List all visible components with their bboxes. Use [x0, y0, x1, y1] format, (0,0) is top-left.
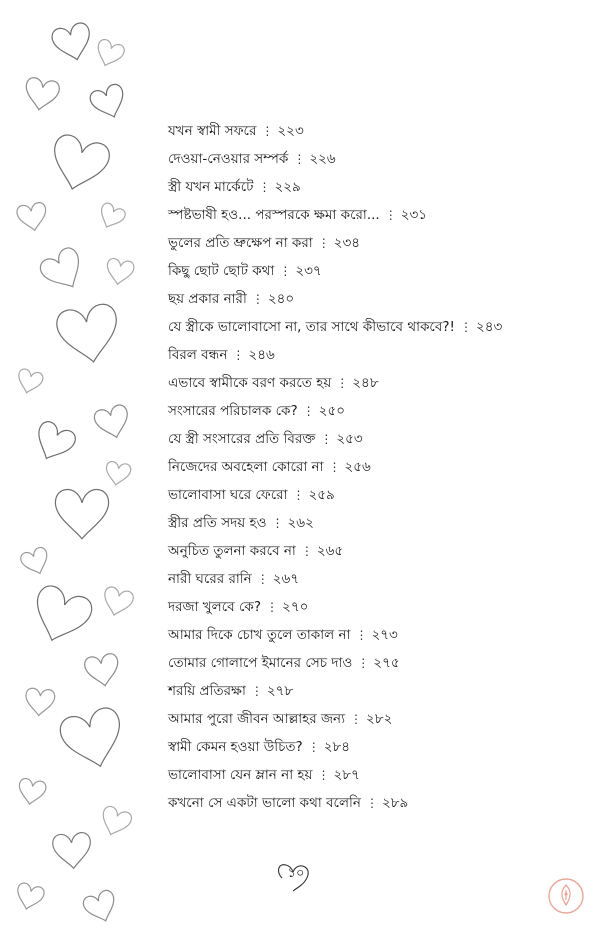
outline-heart-icon: [13, 882, 45, 913]
toc-entry-title: ভালোবাসা যেন ম্লান না হয়: [168, 767, 313, 783]
toc-entry: [168, 425, 588, 453]
outline-heart-icon: [29, 419, 78, 467]
toc-separator: ⋮: [271, 516, 283, 530]
toc-entry: [168, 201, 588, 229]
outline-heart-icon: [104, 258, 134, 287]
outline-heart-icon: [16, 202, 49, 233]
outline-heart-icon: [81, 888, 120, 926]
outline-heart-icon: [88, 82, 130, 122]
toc-entry-page: ২৮৯: [381, 795, 409, 811]
toc-entry-title: ভুলের প্রতি ভ্রুক্ষেপ না করা: [168, 235, 313, 251]
toc-entry: [168, 537, 588, 565]
toc-entry: [168, 761, 588, 789]
toc-entry-page: ২৮৪: [323, 739, 351, 755]
toc-entry-page: ২৮২: [366, 711, 393, 727]
toc-entry: [168, 369, 588, 397]
toc-separator: ⋮: [292, 488, 304, 502]
outline-heart-icon: [52, 832, 93, 870]
toc-entry: [168, 229, 588, 257]
outline-heart-icon: [37, 245, 90, 297]
toc-entry: [168, 453, 588, 481]
toc-entry-page: ২৫৩: [336, 431, 363, 447]
toc-separator: ⋮: [232, 348, 244, 362]
toc-entry-page: ২৪৩: [475, 319, 503, 335]
toc-separator: ⋮: [261, 124, 273, 138]
toc-separator: ⋮: [317, 768, 329, 782]
toc-entry-title: যে স্ত্রীকে ভালোবাসো না, তার সাথে কীভাবে থাকবে?!: [168, 319, 455, 335]
toc-entry: [168, 285, 588, 313]
toc-entry-page: ২৬২: [287, 515, 314, 531]
outline-heart-icon: [57, 705, 129, 774]
toc-entry-page: ২৭৫: [373, 655, 400, 671]
toc-entry-title: দরজা খুলবে কে?: [168, 599, 262, 615]
outline-heart-icon: [55, 302, 123, 367]
toc-entry-title: স্পষ্টভাষী হও... পরস্পরকে ক্ষমা করো...: [168, 207, 380, 223]
page-number-ornament: [272, 858, 320, 894]
page-number: ১০: [287, 866, 305, 881]
pen-nib-watermark-icon: [546, 876, 586, 916]
toc-entry: [168, 397, 588, 425]
outline-heart-icon: [46, 132, 113, 196]
toc-entry: [168, 705, 588, 733]
toc-entry-page: ২২৩: [277, 123, 304, 139]
toc-entry-page: ২৫৯: [308, 487, 335, 503]
heart-border-decoration: [0, 0, 150, 937]
toc-separator: ⋮: [350, 712, 362, 726]
toc-separator: ⋮: [256, 572, 268, 586]
toc-separator: ⋮: [279, 264, 291, 278]
toc-entry: [168, 481, 588, 509]
toc-separator: ⋮: [250, 684, 262, 698]
toc-entry: [168, 145, 588, 173]
toc-entry-title: আমার দিকে চোখ তুলে তাকাল না: [168, 627, 351, 643]
toc-entry: [168, 509, 588, 537]
toc-entry-page: ২৩৭: [295, 263, 322, 279]
toc-entry-page: ২৬৫: [316, 543, 344, 559]
toc-separator: ⋮: [355, 628, 367, 642]
toc-entry: [168, 649, 588, 677]
toc-separator: ⋮: [320, 432, 332, 446]
outline-heart-icon: [55, 490, 108, 539]
toc-entry: [168, 257, 588, 285]
toc-entry-page: ২৭৩: [371, 627, 398, 643]
toc-entry-page: ২৫৬: [344, 459, 371, 475]
outline-heart-icon: [24, 688, 55, 717]
toc-separator: ⋮: [258, 180, 270, 194]
toc-entry-title: অনুচিত তুলনা করবে না: [168, 543, 296, 559]
toc-entry-page: ২২৬: [309, 151, 336, 167]
toc-entry: [168, 593, 588, 621]
toc-entry: [168, 677, 588, 705]
toc-entry-title: যখন স্বামী সফরে: [168, 123, 257, 139]
toc-entry-title: দেওয়া-নেওয়ার সম্পর্ক: [168, 151, 289, 167]
toc-entry: [168, 117, 588, 145]
toc-separator: ⋮: [251, 292, 263, 306]
toc-entry-page: ২৪৬: [248, 347, 275, 363]
toc-entry: [168, 341, 588, 369]
toc-entry-title: বিরল বন্ধন: [168, 347, 228, 363]
toc-entry-title: এভাবে স্বামীকে বরণ করতে হয়: [168, 375, 332, 391]
toc-entry: [168, 789, 588, 817]
outline-heart-icon: [26, 583, 96, 650]
toc-entry: [168, 173, 588, 201]
outline-heart-icon: [16, 778, 46, 807]
toc-separator: ⋮: [266, 600, 278, 614]
outline-heart-icon: [93, 38, 126, 70]
toc-entry-page: ২৩৪: [333, 235, 361, 251]
toc-entry-title: সংসারের পরিচালক কে?: [168, 403, 298, 419]
toc-separator: ⋮: [328, 460, 340, 474]
toc-entry-title: কখনো সে একটা ভালো কথা বলেনি: [168, 795, 361, 811]
toc-entry-title: কিছু ছোট ছোট কথা: [168, 263, 275, 279]
outline-heart-icon: [104, 461, 132, 487]
toc-entry-title: ভালোবাসা ঘরে ফেরো: [168, 487, 288, 503]
toc-entry: [168, 313, 588, 341]
toc-entry-title: নিজেদের অবহেলা কোরো না: [168, 459, 324, 475]
toc-entry-page: ২৬৭: [272, 571, 300, 587]
toc-separator: ⋮: [300, 544, 312, 558]
toc-separator: ⋮: [459, 320, 471, 334]
toc-entry-page: ২৪০: [267, 291, 295, 307]
toc-entry-title: আমার পুরো জীবন আল্লাহর জন্য: [168, 711, 346, 727]
toc-entry-title: স্ত্রীর প্রতি সদয় হও: [168, 515, 267, 531]
toc-entry-page: ২২৯: [274, 179, 301, 195]
toc-entry: [168, 621, 588, 649]
outline-heart-icon: [50, 21, 95, 64]
toc-separator: ⋮: [293, 152, 305, 166]
toc-entry-page: ২৩১: [400, 207, 428, 223]
toc-entry-title: নারী ঘরের রানি: [168, 571, 252, 587]
toc-separator: ⋮: [302, 404, 314, 418]
outline-heart-icon: [95, 201, 127, 232]
table-of-contents: [168, 117, 588, 817]
outline-heart-icon: [97, 805, 133, 840]
outline-heart-icon: [93, 403, 133, 441]
toc-entry-page: ২৭৮: [266, 683, 294, 699]
toc-separator: ⋮: [384, 208, 396, 222]
toc-entry-title: তোমার গোলাপে ইমানের সেচ দাও: [168, 655, 353, 671]
toc-entry-title: স্ত্রী যখন মার্কেটে: [168, 179, 254, 195]
toc-separator: ⋮: [307, 740, 319, 754]
outline-heart-icon: [15, 368, 44, 396]
outline-heart-icon: [100, 586, 135, 619]
toc-entry-title: ছয় প্রকার নারী: [168, 291, 247, 307]
toc-separator: ⋮: [357, 656, 369, 670]
toc-entry-title: যে স্ত্রী সংসারের প্রতি বিরক্ত: [168, 431, 316, 447]
toc-entry-title: শরয়ি প্রতিরক্ষা: [168, 683, 246, 699]
toc-separator: ⋮: [365, 796, 377, 810]
toc-entry-page: ২৭০: [282, 599, 309, 615]
outline-heart-icon: [19, 546, 52, 578]
outline-heart-icon: [23, 77, 61, 113]
toc-entry-page: ২৫০: [318, 403, 345, 419]
toc-entry-page: ২৮৭: [333, 767, 360, 783]
toc-separator: ⋮: [317, 236, 329, 250]
toc-separator: ⋮: [336, 376, 348, 390]
toc-entry-title: স্বামী কেমন হওয়া উচিত?: [168, 739, 303, 755]
outline-heart-icon: [83, 653, 121, 689]
toc-entry-page: ২৪৮: [352, 375, 379, 391]
toc-entry: [168, 733, 588, 761]
toc-entry: [168, 565, 588, 593]
